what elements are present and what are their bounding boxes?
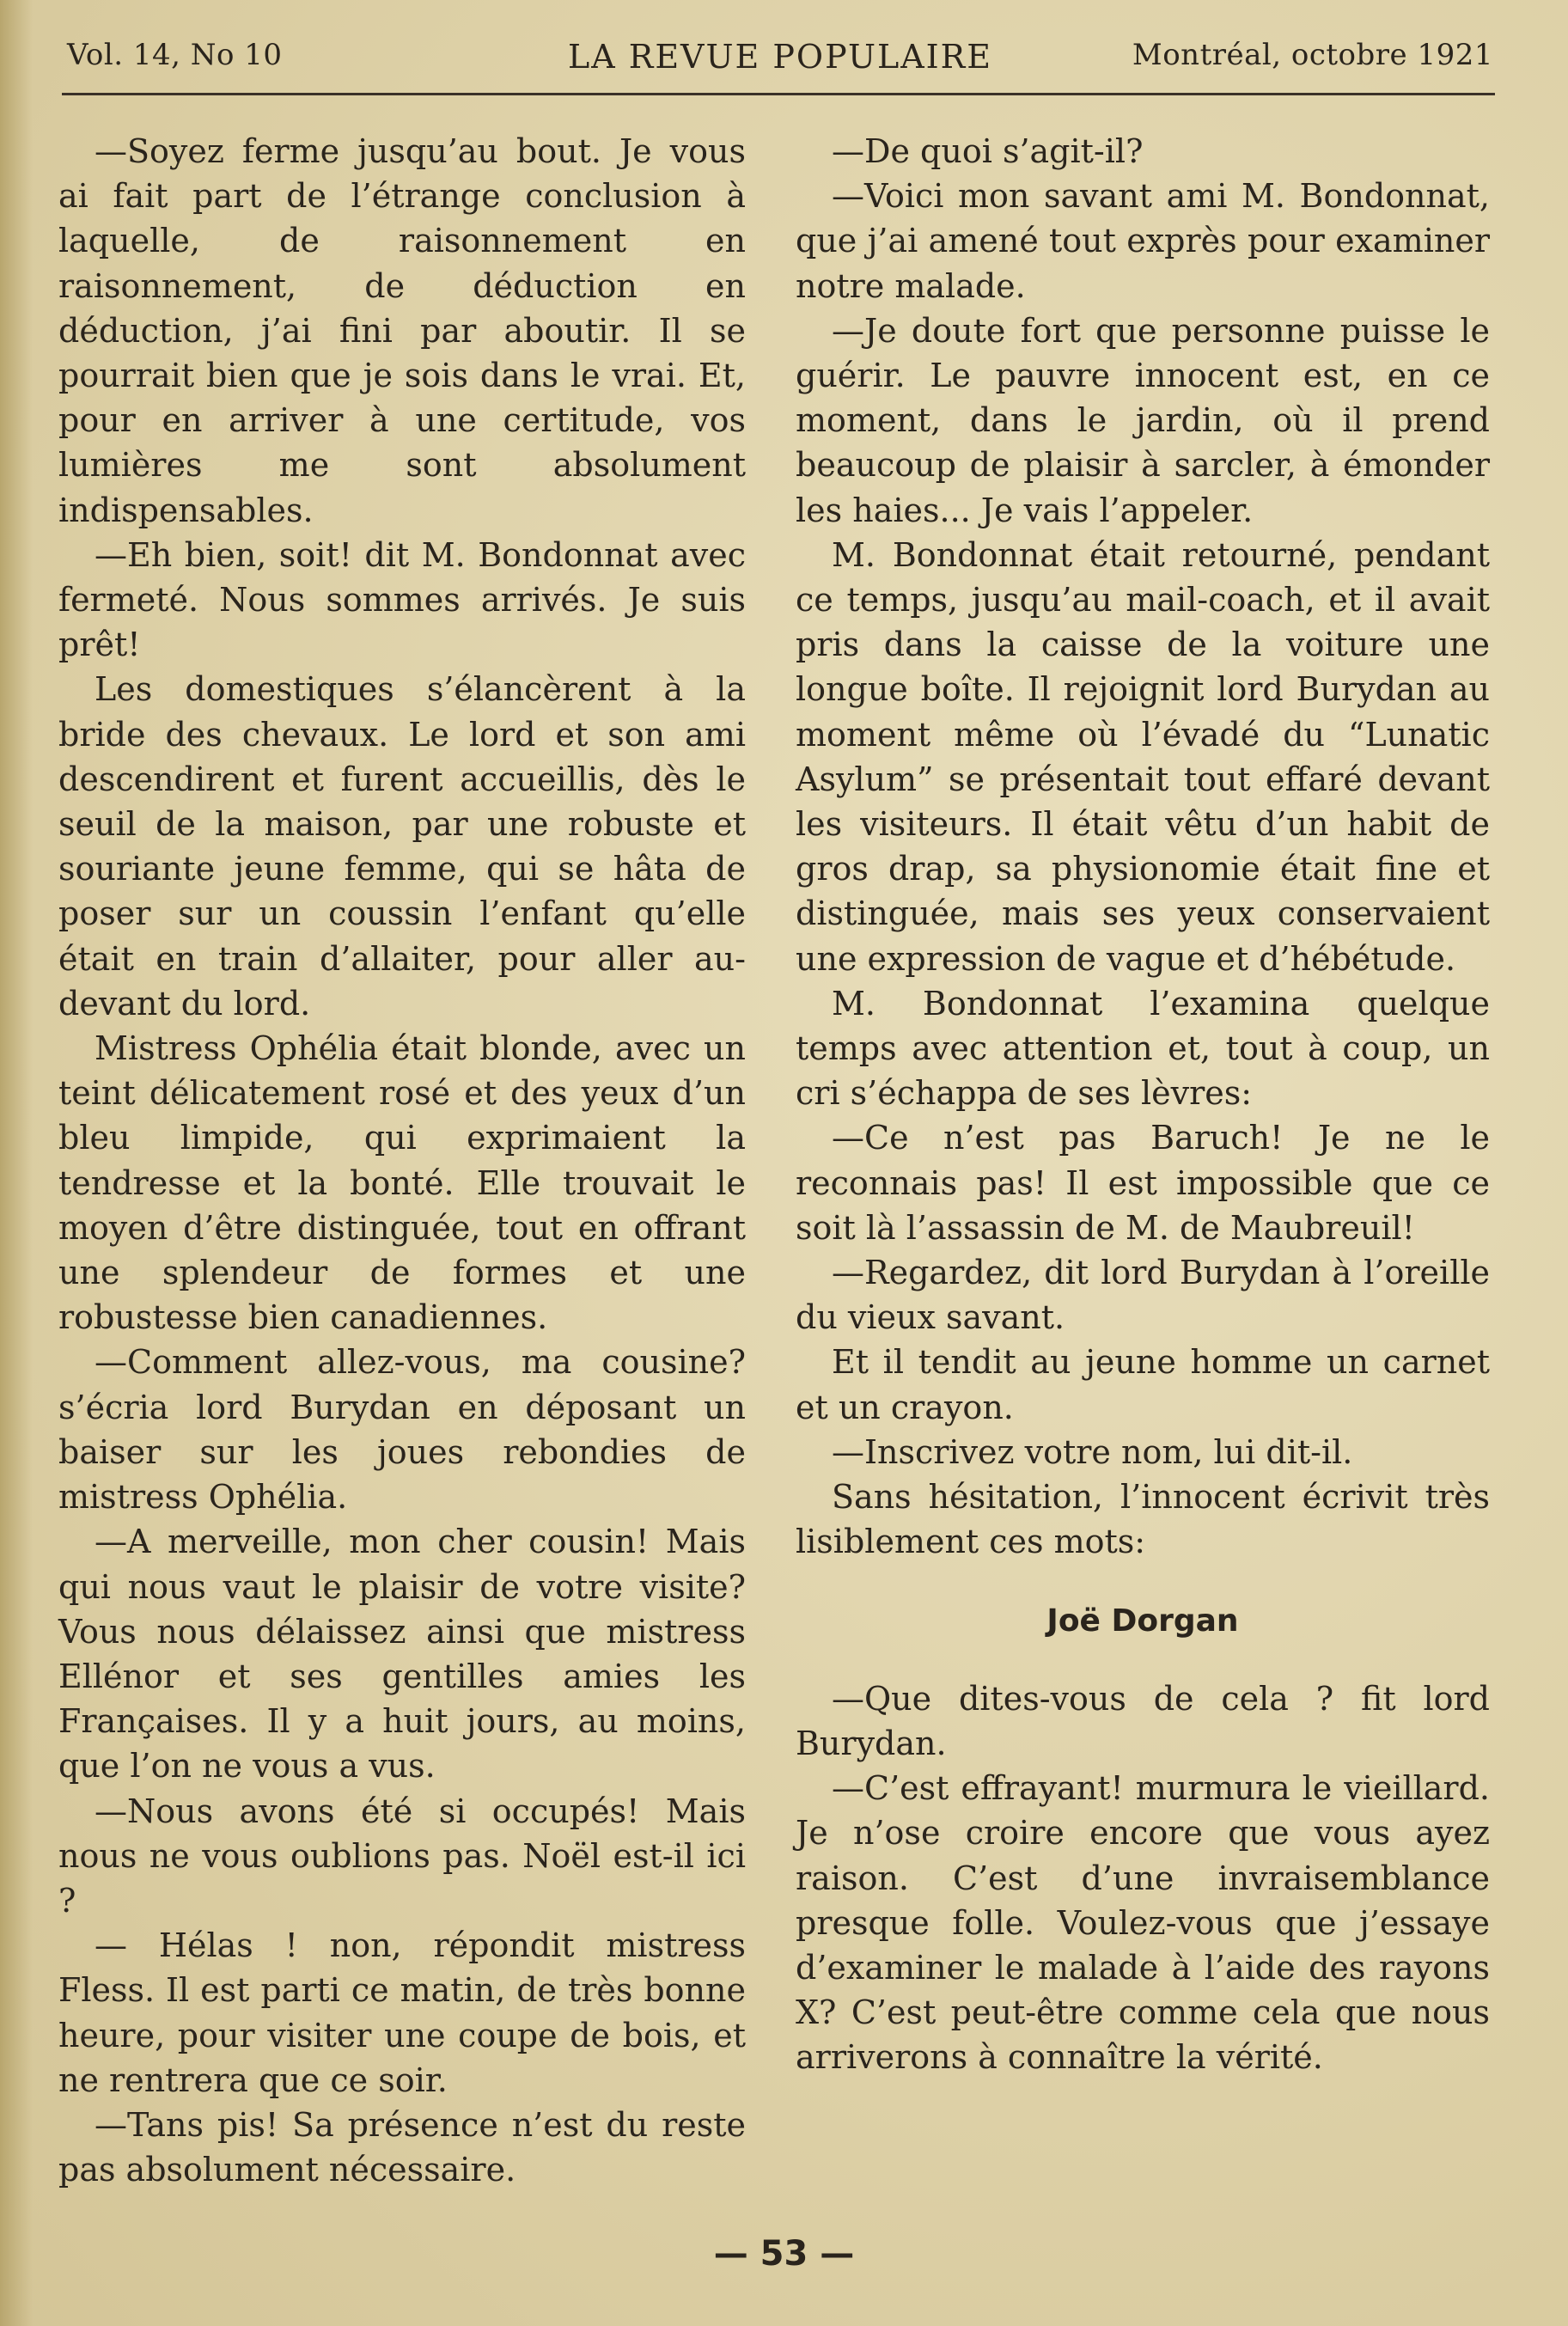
paragraph: —Voici mon savant ami M. Bondonnat, que j’ai amené tout exprès pour examiner notre malade.	[796, 177, 1490, 305]
left-column	[58, 129, 746, 2192]
page-number: — 53 —	[713, 2234, 855, 2274]
running-header	[67, 38, 1493, 81]
header-rule	[62, 93, 1495, 95]
paragraph: Mistress Ophélia était blonde, avec un teint délicatement rosé et des yeux d’un bleu limpide, qui exprimaient la tendresse et la bonté. Elle trouvait le moyen d’être distinguée, tout en offrant une splendeur de formes et une robustesse bien canadiennes.	[58, 1029, 746, 1337]
paragraph: M. Bondonnat l’examina quelque temps avec attention et, tout à coup, un cri s’échappa de ses lèvres:	[796, 984, 1490, 1113]
paragraph: — Hélas ! non, répondit mistress Fless. Il est parti ce matin, de très bonne heure, pour visiter une coupe de bois, et ne rentrera que ce soir.	[58, 1926, 746, 2099]
paragraph: —C’est effrayant! murmura le vieillard. Je n’ose croire encore que vous ayez raison. C’est d’une invraisemblance presque folle. Voulez-vous que j’essaye d’examiner le malade à l’aide des rayons X? C’est peut-être comme cela que nous arriverons à connaître la vérité.	[796, 1769, 1490, 2077]
paragraph: —A merveille, mon cher cousin! Mais qui nous vaut le plaisir de votre visite? Vous nous délaissez ainsi que mistress Ellénor et ses gentilles amies les Françaises. Il y a huit jours, au moins, que l’on ne vous a vus.	[58, 1523, 746, 1786]
paragraph: —Eh bien, soit! dit M. Bondonnat avec fermeté. Nous sommes arrivés. Je suis prêt!	[58, 535, 746, 664]
paragraph: —Je doute fort que personne puisse le guérir. Le pauvre innocent est, en ce moment, dans le jardin, où il prend beaucoup de plaisir à sarcler, à émonder les haies... Je vais l’appeler.	[796, 311, 1490, 529]
paragraph: Sans hésitation, l’innocent écrivit très lisiblement ces mots:	[796, 1478, 1490, 1561]
paragraph: —Ce n’est pas Baruch! Je ne le reconnais pas! Il est impossible que ce soit là l’assassin de M. de Maubreuil!	[796, 1119, 1490, 1247]
publication-title: LA REVUE POPULAIRE	[567, 38, 993, 76]
paragraph: —Comment allez-vous, ma cousine? s’écria lord Burydan en déposant un baiser sur les joues rebondies de mistress Ophélia.	[58, 1343, 746, 1517]
paragraph: M. Bondonnat était retourné, pendant ce temps, jusqu’au mail-coach, et il avait pris dans la caisse de la voiture une longue boîte. Il rejoignit lord Burydan au moment même où l’évadé du “Lunatic Asylum” se présentait tout effaré devant les visiteurs. Il était vêtu d’un habit de gros drap, sa physionomie était fine et distinguée, mais ses yeux conservaient une expression de vague et d’hébétude.	[796, 535, 1490, 978]
right-column	[796, 129, 1490, 2080]
written-name: Joë Dorgan	[1046, 1603, 1239, 1639]
paragraph: —Que dites-vous de cela ? fit lord Burydan.	[796, 1679, 1490, 1762]
paragraph: —Tans pis! Sa présence n’est du reste pas absolument nécessaire.	[58, 2105, 746, 2189]
paragraph: —Nous avons été si occupés! Mais nous ne vous oublions pas. Noël est-il ici ?	[58, 1792, 746, 1920]
page-edge-shadow	[0, 0, 33, 2326]
paragraph: Les domestiques s’élancèrent à la bride des chevaux. Le lord et son ami descendirent et furent accueillis, dès le seuil de la maison, par une robuste et souriante jeune femme, qui se hâta de poser sur un coussin l’enfant qu’elle était en train d’allaiter, pour aller au-devant du lord.	[58, 670, 746, 1023]
paragraph: —Inscrivez votre nom, lui dit-il.	[832, 1432, 1353, 1471]
paragraph: —De quoi s’agit-il?	[832, 132, 1144, 170]
paragraph: Et il tendit au jeune homme un carnet et un crayon.	[796, 1343, 1490, 1426]
place-date: Montréal, octobre 1921	[1132, 38, 1493, 72]
volume-number: Vol. 14, No 10	[67, 38, 283, 72]
paragraph: —Regardez, dit lord Burydan à l’oreille du vieux savant.	[796, 1254, 1490, 1337]
paragraph: —Soyez ferme jusqu’au bout. Je vous ai fait part de l’étrange conclusion à laquelle, de raisonnement en raisonnement, de déduction en déduction, j’ai fini par aboutir. Il se pourrait bien que je sois dans le vrai. Et, pour en arriver à une certitude, vos lumières me sont absolument indispensables.	[58, 132, 746, 529]
